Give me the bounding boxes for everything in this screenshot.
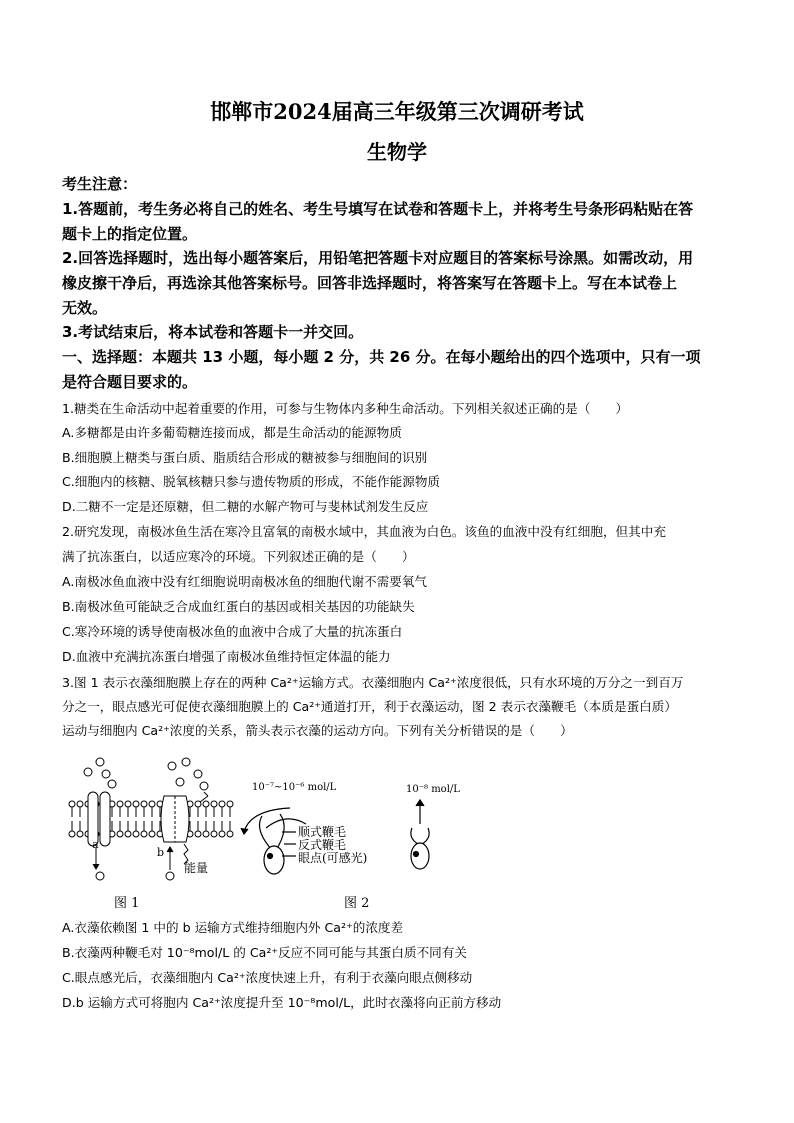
section-heading-line-2: 是符合题目要求的。 <box>62 373 198 391</box>
label-a: a <box>92 838 99 851</box>
q3-option-c: C.眼点感光后，衣藻细胞内 Ca²⁺浓度快速上升，有利于衣藻向眼点侧移动 <box>62 970 473 985</box>
exam-title: 邯郸市2024届高三年级第三次调研考试 <box>210 99 584 124</box>
notice-item-2-line-3: 无效。 <box>62 299 108 317</box>
q3-option-a: A.衣藻依赖图 1 中的 b 运输方式维持细胞内外 Ca²⁺的浓度差 <box>62 920 404 935</box>
concentration-right-label: 10⁻⁸ mol/L <box>406 784 460 795</box>
q2-stem-line-2: 满了抗冻蛋白，以适应寒冷的环境。下列叙述正确的是（ ） <box>62 549 415 564</box>
figure-1-and-2 <box>60 752 530 912</box>
q2-stem-line-1: 2.研究发现，南极冰鱼生活在寒冷且富氧的南极水域中，其血液为白色。该鱼的血液中没有红细胞，但其中充 <box>62 524 666 539</box>
q3-stem-line-1: 3.图 1 表示衣藻细胞膜上存在的两种 Ca²⁺运输方式。衣藻细胞内 Ca²⁺浓度很低，只有水环境的万分之一到百万 <box>62 675 684 690</box>
notice-item-1-line-1: 1.答题前，考生务必将自己的姓名、考生号填写在试卷和答题卡上，并将考生号条形码粘贴在答 <box>62 200 694 218</box>
notice-item-2-line-1: 2.回答选择题时，选出每小题答案后，用铅笔把答题卡对应题目的答案标号涂黑。如需改动，用 <box>62 249 694 267</box>
q2-option-d: D.血液中充满抗冻蛋白增强了南极冰鱼维持恒定体温的能力 <box>62 649 391 664</box>
notice-item-1-line-2: 题卡上的指定位置。 <box>62 225 198 243</box>
label-b: b <box>157 846 165 859</box>
legend-forward-flagellum: 顺式鞭毛 <box>298 825 347 839</box>
notice-heading: 考生注意： <box>62 175 138 193</box>
q1-option-b: B.细胞膜上糖类与蛋白质、脂质结合形成的糖被参与细胞间的识别 <box>62 450 428 465</box>
subject-title: 生物学 <box>367 140 427 164</box>
membrane-diagram <box>69 758 233 880</box>
q1-stem: 1.糖类在生命活动中起着重要的作用，可参与生物体内多种生命活动。下列相关叙述正确的是（ ） <box>62 401 629 416</box>
q3-stem-line-3: 运动与细胞内 Ca²⁺浓度的关系，箭头表示衣藻的运动方向。下列有关分析错误的是（ ） <box>62 723 573 738</box>
q3-option-d: D.b 运输方式可将胞内 Ca²⁺浓度提升至 10⁻⁸mol/L，此时衣藻将向正前方移动 <box>62 995 502 1010</box>
cell-diagram-left <box>241 808 306 874</box>
legend-eyespot: 眼点(可感光) <box>298 851 368 865</box>
q1-option-a: A.多糖都是由许多葡萄糖连接而成，都是生命活动的能源物质 <box>62 425 402 440</box>
label-energy: 能量 <box>184 861 209 875</box>
q3-stem-line-2: 分之一，眼点感光可促使衣藻细胞膜上的 Ca²⁺通道打开，利于衣藻运动，图 2 表示衣藻鞭毛（本质是蛋白质） <box>62 699 677 714</box>
cell-diagram-right <box>411 800 429 869</box>
q2-option-c: C.寒冷环境的诱导使南极冰鱼的血液中合成了大量的抗冻蛋白 <box>62 624 403 639</box>
figure-1-caption: 图 1 <box>114 896 140 911</box>
legend-reverse-flagellum: 反式鞭毛 <box>298 838 347 852</box>
notice-item-2-line-2: 橡皮擦干净后，再选涂其他答案标号。回答非选择题时，将答案写在答题卡上。写在本试卷上 <box>62 274 678 292</box>
section-heading-line-1: 一、选择题：本题共 13 小题，每小题 2 分，共 26 分。在每小题给出的四个选项中，只有一项 <box>62 348 701 366</box>
figure-2-caption: 图 2 <box>344 896 370 911</box>
q2-option-b: B.南极冰鱼可能缺乏合成血红蛋白的基因或相关基因的功能缺失 <box>62 599 415 614</box>
notice-item-3: 3.考试结束后，将本试卷和答题卡一并交回。 <box>62 323 364 341</box>
q1-option-c: C.细胞内的核糖、脱氧核糖只参与遗传物质的形成，不能作能源物质 <box>62 474 441 489</box>
q3-option-b: B.衣藻两种鞭毛对 10⁻⁸mol/L 的 Ca²⁺反应不同可能与其蛋白质不同有关 <box>62 945 467 960</box>
q1-option-d: D.二糖不一定是还原糖，但二糖的水解产物可与斐林试剂发生反应 <box>62 499 429 514</box>
concentration-left-label: 10⁻⁷~10⁻⁶ mol/L <box>252 782 337 793</box>
q2-option-a: A.南极冰鱼血液中没有红细胞说明南极冰鱼的细胞代谢不需要氧气 <box>62 574 428 589</box>
